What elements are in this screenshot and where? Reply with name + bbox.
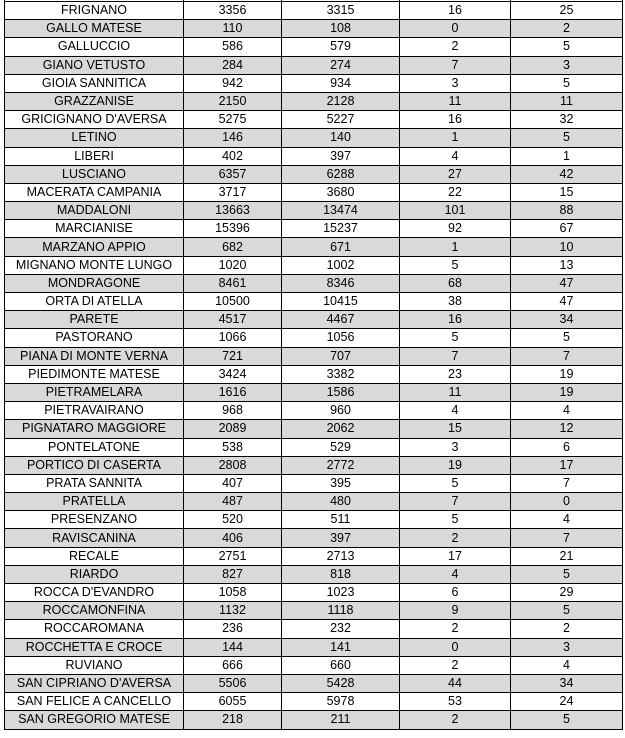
municipality-name-cell: GALLO MATESE xyxy=(5,20,184,38)
value-cell-3: 1 xyxy=(400,238,511,256)
value-cell-1: 682 xyxy=(184,238,282,256)
value-cell-3: 53 xyxy=(400,693,511,711)
value-cell-3: 27 xyxy=(400,165,511,183)
municipality-name-cell: PIGNATARO MAGGIORE xyxy=(5,420,184,438)
value-cell-4: 4 xyxy=(511,511,623,529)
table-row xyxy=(5,456,623,474)
table-row xyxy=(5,56,623,74)
table-row xyxy=(5,220,623,238)
value-cell-3: 7 xyxy=(400,347,511,365)
value-cell-4: 88 xyxy=(511,202,623,220)
value-cell-3: 16 xyxy=(400,111,511,129)
value-cell-3: 11 xyxy=(400,92,511,110)
value-cell-4: 25 xyxy=(511,2,623,20)
municipality-name-cell: ORTA DI ATELLA xyxy=(5,293,184,311)
value-cell-2: 8346 xyxy=(282,274,400,292)
value-cell-4: 0 xyxy=(511,493,623,511)
value-cell-1: 1066 xyxy=(184,329,282,347)
value-cell-4: 5 xyxy=(511,711,623,729)
municipality-name-cell: ROCCHETTA E CROCE xyxy=(5,638,184,656)
value-cell-1: 13663 xyxy=(184,202,282,220)
value-cell-2: 707 xyxy=(282,347,400,365)
value-cell-1: 487 xyxy=(184,493,282,511)
municipality-name-cell: PRATELLA xyxy=(5,493,184,511)
value-cell-1: 1132 xyxy=(184,602,282,620)
value-cell-2: 6288 xyxy=(282,165,400,183)
value-cell-2: 3680 xyxy=(282,183,400,201)
value-cell-3: 16 xyxy=(400,311,511,329)
value-cell-4: 4 xyxy=(511,402,623,420)
value-cell-3: 7 xyxy=(400,56,511,74)
value-cell-1: 2150 xyxy=(184,92,282,110)
value-cell-4: 12 xyxy=(511,420,623,438)
value-cell-2: 818 xyxy=(282,565,400,583)
municipality-name-cell: RIARDO xyxy=(5,565,184,583)
table-row xyxy=(5,347,623,365)
value-cell-1: 406 xyxy=(184,529,282,547)
value-cell-4: 34 xyxy=(511,311,623,329)
value-cell-1: 4517 xyxy=(184,311,282,329)
value-cell-1: 236 xyxy=(184,620,282,638)
table-row xyxy=(5,129,623,147)
value-cell-3: 2 xyxy=(400,620,511,638)
value-cell-4: 24 xyxy=(511,693,623,711)
municipality-name-cell: PIEDIMONTE MATESE xyxy=(5,365,184,383)
table-row xyxy=(5,165,623,183)
table-row xyxy=(5,511,623,529)
table-row xyxy=(5,183,623,201)
value-cell-4: 5 xyxy=(511,565,623,583)
value-cell-4: 2 xyxy=(511,20,623,38)
municipality-name-cell: ROCCA D'EVANDRO xyxy=(5,584,184,602)
table-row xyxy=(5,202,623,220)
value-cell-2: 671 xyxy=(282,238,400,256)
municipality-name-cell: SAN CIPRIANO D'AVERSA xyxy=(5,674,184,692)
value-cell-2: 2062 xyxy=(282,420,400,438)
value-cell-3: 2 xyxy=(400,656,511,674)
value-cell-4: 29 xyxy=(511,584,623,602)
municipality-name-cell: GRAZZANISE xyxy=(5,92,184,110)
value-cell-3: 4 xyxy=(400,147,511,165)
value-cell-2: 1118 xyxy=(282,602,400,620)
municipality-name-cell: GIOIA SANNITICA xyxy=(5,74,184,92)
value-cell-1: 666 xyxy=(184,656,282,674)
table-row xyxy=(5,693,623,711)
value-cell-4: 19 xyxy=(511,383,623,401)
municipality-name-cell: SAN GREGORIO MATESE xyxy=(5,711,184,729)
value-cell-2: 2772 xyxy=(282,456,400,474)
value-cell-2: 1586 xyxy=(282,383,400,401)
value-cell-3: 3 xyxy=(400,74,511,92)
value-cell-2: 211 xyxy=(282,711,400,729)
value-cell-2: 2128 xyxy=(282,92,400,110)
municipality-name-cell: GIANO VETUSTO xyxy=(5,56,184,74)
value-cell-3: 68 xyxy=(400,274,511,292)
value-cell-4: 1 xyxy=(511,147,623,165)
value-cell-2: 274 xyxy=(282,56,400,74)
value-cell-3: 5 xyxy=(400,329,511,347)
table-row xyxy=(5,20,623,38)
value-cell-1: 5506 xyxy=(184,674,282,692)
municipality-name-cell: LUSCIANO xyxy=(5,165,184,183)
value-cell-4: 47 xyxy=(511,293,623,311)
value-cell-4: 5 xyxy=(511,602,623,620)
value-cell-1: 10500 xyxy=(184,293,282,311)
value-cell-3: 2 xyxy=(400,529,511,547)
value-cell-3: 92 xyxy=(400,220,511,238)
municipality-name-cell: LIBERI xyxy=(5,147,184,165)
value-cell-4: 32 xyxy=(511,111,623,129)
value-cell-2: 232 xyxy=(282,620,400,638)
value-cell-2: 141 xyxy=(282,638,400,656)
municipality-name-cell: MARCIANISE xyxy=(5,220,184,238)
value-cell-4: 5 xyxy=(511,329,623,347)
value-cell-1: 942 xyxy=(184,74,282,92)
municipality-name-cell: PIETRAVAIRANO xyxy=(5,402,184,420)
value-cell-4: 5 xyxy=(511,38,623,56)
municipality-data-table xyxy=(4,0,623,730)
value-cell-4: 13 xyxy=(511,256,623,274)
value-cell-2: 579 xyxy=(282,38,400,56)
table-row xyxy=(5,92,623,110)
value-cell-2: 397 xyxy=(282,529,400,547)
value-cell-1: 8461 xyxy=(184,274,282,292)
value-cell-2: 2713 xyxy=(282,547,400,565)
value-cell-4: 34 xyxy=(511,674,623,692)
value-cell-2: 108 xyxy=(282,20,400,38)
value-cell-2: 397 xyxy=(282,147,400,165)
value-cell-4: 10 xyxy=(511,238,623,256)
value-cell-1: 284 xyxy=(184,56,282,74)
value-cell-3: 3 xyxy=(400,438,511,456)
table-row xyxy=(5,674,623,692)
value-cell-1: 827 xyxy=(184,565,282,583)
value-cell-1: 3717 xyxy=(184,183,282,201)
value-cell-1: 2808 xyxy=(184,456,282,474)
value-cell-4: 6 xyxy=(511,438,623,456)
table-row xyxy=(5,274,623,292)
table-row xyxy=(5,383,623,401)
value-cell-2: 511 xyxy=(282,511,400,529)
table-row xyxy=(5,329,623,347)
table-row xyxy=(5,602,623,620)
value-cell-3: 0 xyxy=(400,638,511,656)
value-cell-3: 23 xyxy=(400,365,511,383)
value-cell-2: 934 xyxy=(282,74,400,92)
table-row xyxy=(5,74,623,92)
value-cell-2: 960 xyxy=(282,402,400,420)
value-cell-2: 5227 xyxy=(282,111,400,129)
table-row xyxy=(5,2,623,20)
value-cell-3: 38 xyxy=(400,293,511,311)
municipality-name-cell: ROCCAROMANA xyxy=(5,620,184,638)
municipality-name-cell: PRATA SANNITA xyxy=(5,474,184,492)
value-cell-4: 3 xyxy=(511,638,623,656)
value-cell-3: 9 xyxy=(400,602,511,620)
table-row xyxy=(5,711,623,729)
value-cell-1: 144 xyxy=(184,638,282,656)
value-cell-1: 586 xyxy=(184,38,282,56)
value-cell-3: 4 xyxy=(400,565,511,583)
municipality-name-cell: FRIGNANO xyxy=(5,2,184,20)
value-cell-2: 660 xyxy=(282,656,400,674)
table-row xyxy=(5,620,623,638)
value-cell-3: 5 xyxy=(400,474,511,492)
municipality-name-cell: PARETE xyxy=(5,311,184,329)
value-cell-1: 1058 xyxy=(184,584,282,602)
value-cell-2: 13474 xyxy=(282,202,400,220)
value-cell-3: 1 xyxy=(400,129,511,147)
value-cell-4: 47 xyxy=(511,274,623,292)
municipality-name-cell: PONTELATONE xyxy=(5,438,184,456)
value-cell-1: 2089 xyxy=(184,420,282,438)
value-cell-1: 3424 xyxy=(184,365,282,383)
value-cell-1: 6357 xyxy=(184,165,282,183)
table-row xyxy=(5,256,623,274)
value-cell-2: 3315 xyxy=(282,2,400,20)
value-cell-4: 5 xyxy=(511,129,623,147)
table-row xyxy=(5,656,623,674)
value-cell-4: 7 xyxy=(511,474,623,492)
municipality-name-cell: LETINO xyxy=(5,129,184,147)
value-cell-1: 3356 xyxy=(184,2,282,20)
value-cell-2: 3382 xyxy=(282,365,400,383)
table-row xyxy=(5,529,623,547)
value-cell-2: 480 xyxy=(282,493,400,511)
value-cell-2: 1056 xyxy=(282,329,400,347)
value-cell-2: 140 xyxy=(282,129,400,147)
value-cell-2: 15237 xyxy=(282,220,400,238)
table-row xyxy=(5,365,623,383)
municipality-name-cell: MACERATA CAMPANIA xyxy=(5,183,184,201)
municipality-name-cell: RAVISCANINA xyxy=(5,529,184,547)
value-cell-4: 19 xyxy=(511,365,623,383)
municipality-name-cell: MIGNANO MONTE LUNGO xyxy=(5,256,184,274)
value-cell-3: 0 xyxy=(400,20,511,38)
value-cell-1: 968 xyxy=(184,402,282,420)
value-cell-3: 17 xyxy=(400,547,511,565)
value-cell-1: 146 xyxy=(184,129,282,147)
municipality-name-cell: PASTORANO xyxy=(5,329,184,347)
municipality-name-cell: MONDRAGONE xyxy=(5,274,184,292)
value-cell-4: 11 xyxy=(511,92,623,110)
value-cell-4: 7 xyxy=(511,347,623,365)
value-cell-3: 4 xyxy=(400,402,511,420)
value-cell-4: 7 xyxy=(511,529,623,547)
value-cell-2: 1002 xyxy=(282,256,400,274)
table-row xyxy=(5,420,623,438)
value-cell-4: 5 xyxy=(511,74,623,92)
table-row xyxy=(5,238,623,256)
value-cell-4: 15 xyxy=(511,183,623,201)
value-cell-3: 44 xyxy=(400,674,511,692)
municipality-name-cell: ROCCAMONFINA xyxy=(5,602,184,620)
table-row xyxy=(5,584,623,602)
value-cell-2: 4467 xyxy=(282,311,400,329)
table-row xyxy=(5,474,623,492)
table-row xyxy=(5,438,623,456)
table-row xyxy=(5,547,623,565)
value-cell-2: 529 xyxy=(282,438,400,456)
table-row xyxy=(5,293,623,311)
value-cell-4: 17 xyxy=(511,456,623,474)
value-cell-3: 6 xyxy=(400,584,511,602)
value-cell-4: 3 xyxy=(511,56,623,74)
municipality-name-cell: MADDALONI xyxy=(5,202,184,220)
value-cell-3: 5 xyxy=(400,511,511,529)
value-cell-2: 5428 xyxy=(282,674,400,692)
value-cell-3: 22 xyxy=(400,183,511,201)
value-cell-3: 5 xyxy=(400,256,511,274)
value-cell-1: 721 xyxy=(184,347,282,365)
value-cell-1: 218 xyxy=(184,711,282,729)
value-cell-3: 7 xyxy=(400,493,511,511)
value-cell-4: 21 xyxy=(511,547,623,565)
value-cell-2: 1023 xyxy=(282,584,400,602)
value-cell-1: 6055 xyxy=(184,693,282,711)
table-row xyxy=(5,38,623,56)
municipality-name-cell: PIANA DI MONTE VERNA xyxy=(5,347,184,365)
value-cell-1: 15396 xyxy=(184,220,282,238)
value-cell-1: 538 xyxy=(184,438,282,456)
value-cell-1: 1020 xyxy=(184,256,282,274)
value-cell-3: 101 xyxy=(400,202,511,220)
value-cell-3: 19 xyxy=(400,456,511,474)
municipality-name-cell: RUVIANO xyxy=(5,656,184,674)
value-cell-1: 407 xyxy=(184,474,282,492)
value-cell-3: 11 xyxy=(400,383,511,401)
value-cell-2: 395 xyxy=(282,474,400,492)
value-cell-1: 2751 xyxy=(184,547,282,565)
value-cell-2: 5978 xyxy=(282,693,400,711)
value-cell-1: 110 xyxy=(184,20,282,38)
value-cell-1: 5275 xyxy=(184,111,282,129)
value-cell-4: 42 xyxy=(511,165,623,183)
table-row xyxy=(5,402,623,420)
municipality-name-cell: GALLUCCIO xyxy=(5,38,184,56)
table-row xyxy=(5,638,623,656)
value-cell-1: 1616 xyxy=(184,383,282,401)
municipality-name-cell: PIETRAMELARA xyxy=(5,383,184,401)
value-cell-1: 520 xyxy=(184,511,282,529)
value-cell-2: 10415 xyxy=(282,293,400,311)
value-cell-4: 4 xyxy=(511,656,623,674)
table-row xyxy=(5,111,623,129)
table-body xyxy=(5,0,623,729)
table-row xyxy=(5,311,623,329)
value-cell-3: 16 xyxy=(400,2,511,20)
value-cell-3: 2 xyxy=(400,38,511,56)
value-cell-3: 15 xyxy=(400,420,511,438)
municipality-name-cell: PORTICO DI CASERTA xyxy=(5,456,184,474)
table-row xyxy=(5,493,623,511)
value-cell-1: 402 xyxy=(184,147,282,165)
table-row xyxy=(5,565,623,583)
municipality-name-cell: SAN FELICE A CANCELLO xyxy=(5,693,184,711)
municipality-name-cell: GRICIGNANO D'AVERSA xyxy=(5,111,184,129)
municipality-name-cell: PRESENZANO xyxy=(5,511,184,529)
value-cell-4: 67 xyxy=(511,220,623,238)
municipality-name-cell: MARZANO APPIO xyxy=(5,238,184,256)
value-cell-4: 2 xyxy=(511,620,623,638)
value-cell-3: 2 xyxy=(400,711,511,729)
municipality-name-cell: RECALE xyxy=(5,547,184,565)
table-row xyxy=(5,147,623,165)
